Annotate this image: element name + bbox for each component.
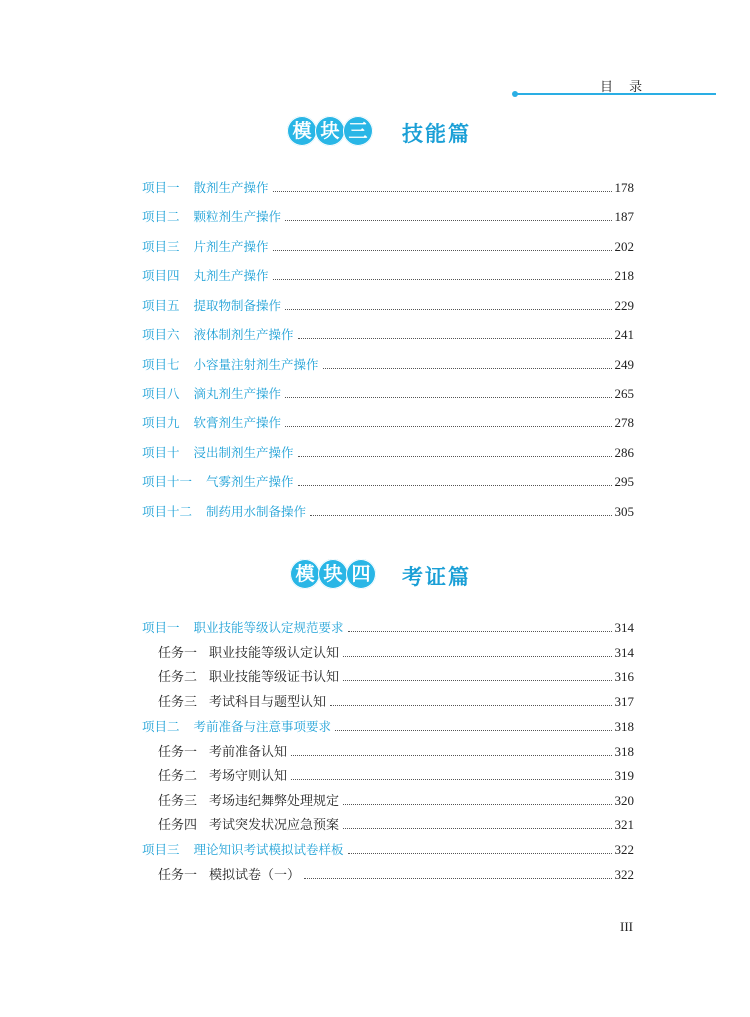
toc-entry[interactable]: 项目七 小容量注射剂生产操作 249 bbox=[142, 357, 634, 372]
module-badge-char: 四 bbox=[346, 559, 376, 589]
module-badge-char: 三 bbox=[343, 116, 373, 146]
module-badge bbox=[287, 116, 371, 146]
toc-subentry[interactable]: 任务二 考场守则认知 319 bbox=[158, 768, 634, 783]
toc-entry[interactable]: 项目十 浸出制剂生产操作 286 bbox=[142, 445, 634, 460]
toc-subentry[interactable]: 任务二 职业技能等级证书认知 316 bbox=[158, 669, 634, 684]
header-title: 目 录 bbox=[600, 80, 649, 95]
running-header bbox=[512, 80, 716, 100]
module-badge-char: 块 bbox=[315, 116, 345, 146]
module-badge-char: 块 bbox=[318, 559, 348, 589]
module-heading-4 bbox=[0, 559, 750, 593]
toc-entry[interactable]: 项目五 提取物制备操作 229 bbox=[142, 298, 634, 313]
module-badge bbox=[290, 559, 374, 589]
toc-subentry[interactable]: 任务一 考前准备认知 318 bbox=[158, 744, 634, 759]
module-heading-3 bbox=[0, 116, 750, 150]
toc-entry[interactable]: 项目一 散剂生产操作 178 bbox=[142, 180, 634, 195]
module-badge-char: 模 bbox=[290, 559, 320, 589]
toc-entry[interactable]: 项目一 职业技能等级认定规范要求 314 bbox=[142, 620, 634, 635]
header-dot bbox=[512, 91, 518, 97]
toc-entry[interactable]: 项目六 液体制剂生产操作 241 bbox=[142, 327, 634, 342]
toc-entry[interactable]: 项目十一 气雾剂生产操作 295 bbox=[142, 474, 634, 489]
toc-entry[interactable]: 项目三 理论知识考试模拟试卷样板 322 bbox=[142, 842, 634, 857]
toc-subentry[interactable]: 任务一 职业技能等级认定认知 314 bbox=[158, 645, 634, 660]
toc-subentry[interactable]: 任务一 模拟试卷（一） 322 bbox=[158, 867, 634, 882]
toc-subentry[interactable]: 任务三 考场违纪舞弊处理规定 320 bbox=[158, 793, 634, 808]
page-number: III bbox=[620, 919, 633, 934]
toc-subentry[interactable]: 任务三 考试科目与题型认知 317 bbox=[158, 694, 634, 709]
toc-entry[interactable]: 项目九 软膏剂生产操作 278 bbox=[142, 415, 634, 430]
toc-entry[interactable]: 项目二 考前准备与注意事项要求 318 bbox=[142, 719, 634, 734]
toc-entry[interactable]: 项目四 丸剂生产操作 218 bbox=[142, 268, 634, 283]
toc-entry[interactable]: 项目三 片剂生产操作 202 bbox=[142, 239, 634, 254]
module-badge-char: 模 bbox=[287, 116, 317, 146]
module-title: 考证篇 bbox=[402, 565, 471, 589]
toc-entry[interactable]: 项目十二 制药用水制备操作 305 bbox=[142, 504, 634, 519]
toc-entry[interactable]: 项目二 颗粒剂生产操作 187 bbox=[142, 209, 634, 224]
module-title: 技能篇 bbox=[402, 122, 471, 146]
toc-entry[interactable]: 项目八 滴丸剂生产操作 265 bbox=[142, 386, 634, 401]
toc-subentry[interactable]: 任务四 考试突发状况应急预案 321 bbox=[158, 817, 634, 832]
